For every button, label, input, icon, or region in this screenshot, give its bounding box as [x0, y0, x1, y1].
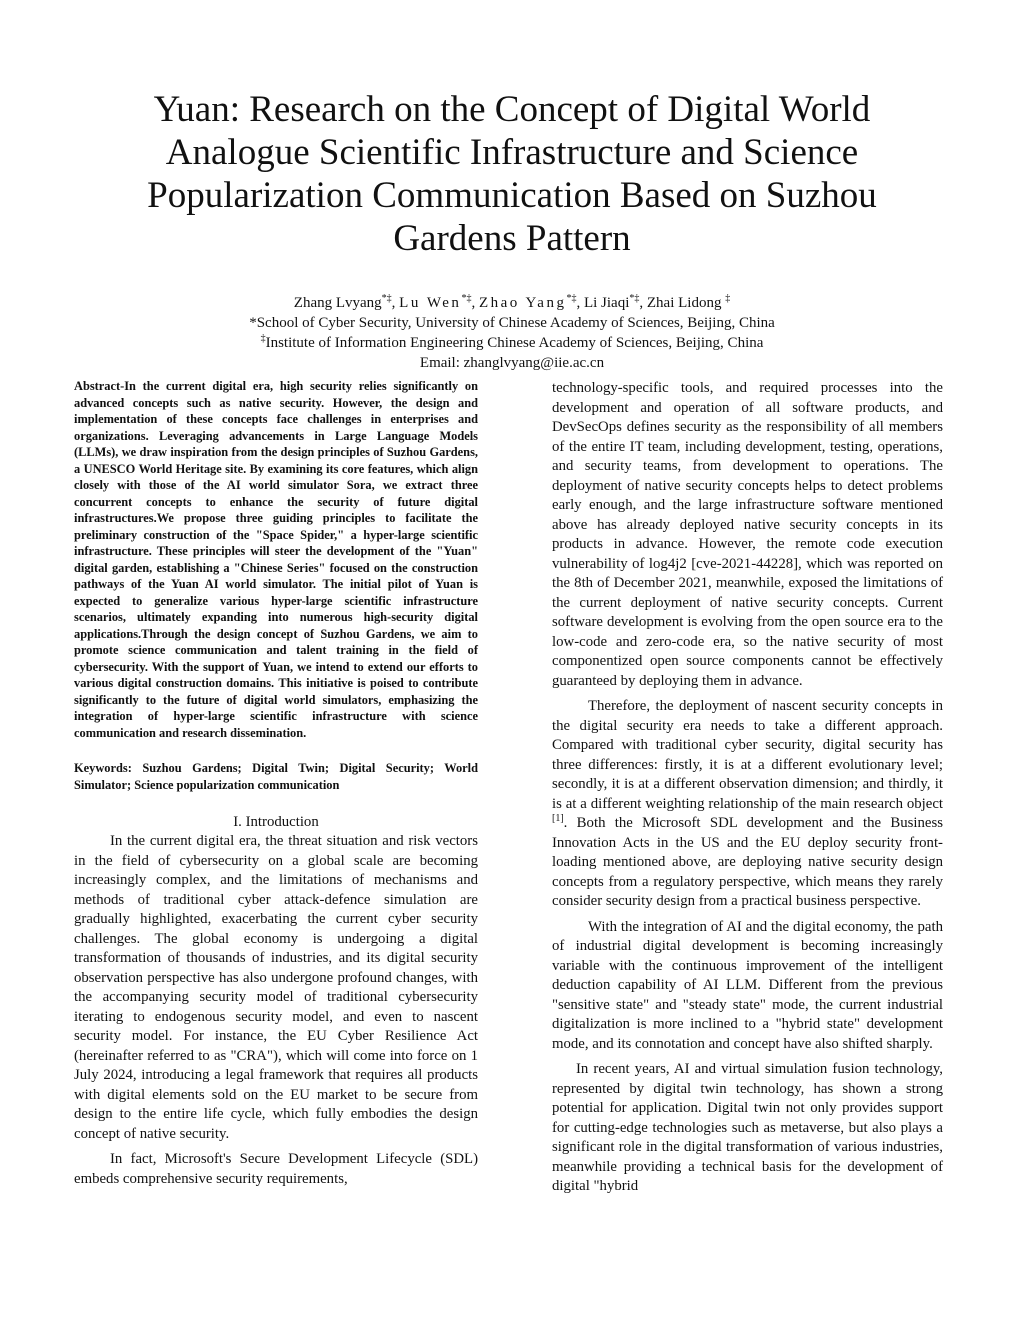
paper-title	[90, 88, 934, 260]
author-mark: *‡	[629, 293, 640, 304]
author-list: Zhang Lvyang*‡, Lu Wen*‡, Zhao Yang*‡, Li Jiaqi*‡, Zhai Lidong ‡	[293, 293, 731, 311]
right-column	[552, 379, 943, 1197]
author-mark: *‡	[381, 293, 392, 304]
keywords: Keywords: Suzhou Gardens; Digital Twin; Digital Security; World Simulator; Science popularization communication	[74, 761, 478, 792]
author-name: Zhao Yang	[478, 295, 567, 311]
author-name: Li Jiaqi	[583, 295, 630, 311]
right-paragraph-3: With the integration of AI and the digital economy, the path of industrial digital development is becoming increasingly variable with the continuous improvement of the intelligent deduction capability of AI LLM. Different from the previous "sensitive state" and "steady state" mode, the current industrial digitalization is more inclined to a "hybrid state" development mode, and its connotation and concept have also shifted sharply.	[552, 918, 943, 1052]
right-paragraph-4: In recent years, AI and virtual simulation fusion technology, represented by digital twin technology, has shown a strong potential for application. Digital twin not only provides support for cutting-edge technologies such as metaverse, but also plays a significant role in the digital transformation of various industries, meanwhile providing a technical basis for the development of digital "hybrid	[552, 1061, 943, 1194]
title-line-1: Yuan: Research on the Concept of Digital World	[153, 89, 871, 130]
author-name: Zhai Lidong	[646, 295, 722, 311]
intro-paragraph-1: In the current digital era, the threat situation and risk vectors in the field of cybersecurity on a global scale are becoming increasingly complex, and the limitations of mechanisms and methods of traditional cyber attack-defence simulation are gradually highlighted, exacerbating the current cyber security challenges. The global economy is undergoing a digital transformation of thousands of industries, and its digital security observation perspective has also undergone profound changes, with the accompanying security model of traditional cybersecurity iterating to endogenous security model, and even to nascent security model. For instance, the EU Cyber Resilience Act (hereinafter referred to as "CRA"), which will come into force on 1 July 2024, introducing a legal framework that requires all products with digital elements sold on the EU market to be secure from design to the entire life cycle, which fully embodies the design concept of native security.	[74, 833, 478, 1142]
title-line-4: Gardens Pattern	[393, 218, 631, 259]
right-paragraph-2	[552, 697, 943, 912]
intro-paragraph-2: In fact, Microsoft's Secure Development Lifecycle (SDL) embeds comprehensive security requirements,	[74, 1151, 478, 1187]
affiliation-2	[60, 333, 964, 353]
right-paragraph-2-text-b: . Both the Microsoft SDL development and the Business Innovation Acts in the US and the EU deploy security front-loading mentioned above, are deploying native security design concepts from a regulatory perspective, which means they rarely consider security design from a practical business perspective.	[552, 815, 943, 909]
section-heading-introduction: I. Introduction	[233, 814, 319, 830]
author-name: Lu Wen	[399, 295, 462, 311]
title-line-2: Analogue Scientific Infrastructure and Science	[165, 132, 859, 173]
right-paragraph-2-text-a: Therefore, the deployment of nascent security concepts in the digital security era needs to take a different approach. Compared with traditional cyber security, digital security has three differences: firstly, it is at a different evolutionary level; secondly, it is at a different observation dimension; and thirdly, it is at a different weighting relationship of the main research object	[552, 698, 943, 812]
author-mark: ‡	[725, 293, 731, 304]
abstract: Abstract-In the current digital era, high security relies significantly on advanced concepts such as native security. However, the design and implementation of these concepts face challenges in enterprises and organizations. Leveraging advancements in Large Language Models (LLMs), we draw inspiration from the design principles of Suzhou Gardens, a UNESCO World Heritage site. By examining its core features, which align closely with those of the AI world simulator Sora, we extract three concurrent concepts to enhance the security of future digital infrastructures.We propose three guiding principles to facilitate the preliminary construction of the "Space Spider," a hyper-large scientific infrastructure. These principles will steer the development of the "Yuan" digital garden, establishing a "Chinese Series" focused on the construction pathways of the Yuan AI world simulator. The initial pilot of Yuan is expected to generalize various hyper-large scientific infrastructure scenarios, ultimately expanding into numerous high-security digital applications.Through the design concept of Suzhou Gardens, we aim to promote science communication and talent training in the field of cybersecurity. With the support of Yuan, we intend to extend our efforts to various digital construction domains. This initiative is poised to contribute significantly to the future of digital world simulators, emphasizing the integration of hyper-large scientific infrastructure with science communication and research dissemination.	[74, 379, 478, 740]
citation-marker: [1]	[552, 813, 564, 824]
left-column	[74, 378, 478, 1189]
author-name: Zhang Lvyang	[293, 295, 382, 311]
affiliation-1: *School of Cyber Security, University of Chinese Academy of Sciences, Beijing, China	[249, 315, 775, 331]
author-email: Email: zhanglvyang@iie.ac.cn	[419, 355, 605, 371]
author-mark: *‡	[461, 293, 472, 304]
author-block	[60, 293, 964, 373]
author-mark: *‡	[566, 293, 577, 304]
title-line-3: Popularization Communication Based on Suzhou	[147, 175, 877, 216]
right-paragraph-1: technology-specific tools, and required processes into the development and operation of all software products, and DevSecOps defines security as the responsibility of all members of the entire IT team, including development, testing, operations, and security teams, from development to operations. The deployment of native security concepts helps to detect problems early enough, and the large infrastructure software mentioned above has already deployed native security concepts in its products in advance. However, the remote code execution vulnerability of log4j2 [cve-2021-44228], which was reported on the 8th of December 2021, meanwhile, exposed the limitations of the current deployment of native security concepts. Current software development is evolving from the open source era to the low-code and zero-code era, so the native security of most componentized open source components cannot be effectively guaranteed by deploying them in advance.	[552, 380, 943, 689]
affiliation-2-text: Institute of Information Engineering Chinese Academy of Sciences, Beijing, China	[265, 335, 764, 351]
affiliation-mark: ‡	[260, 333, 266, 344]
